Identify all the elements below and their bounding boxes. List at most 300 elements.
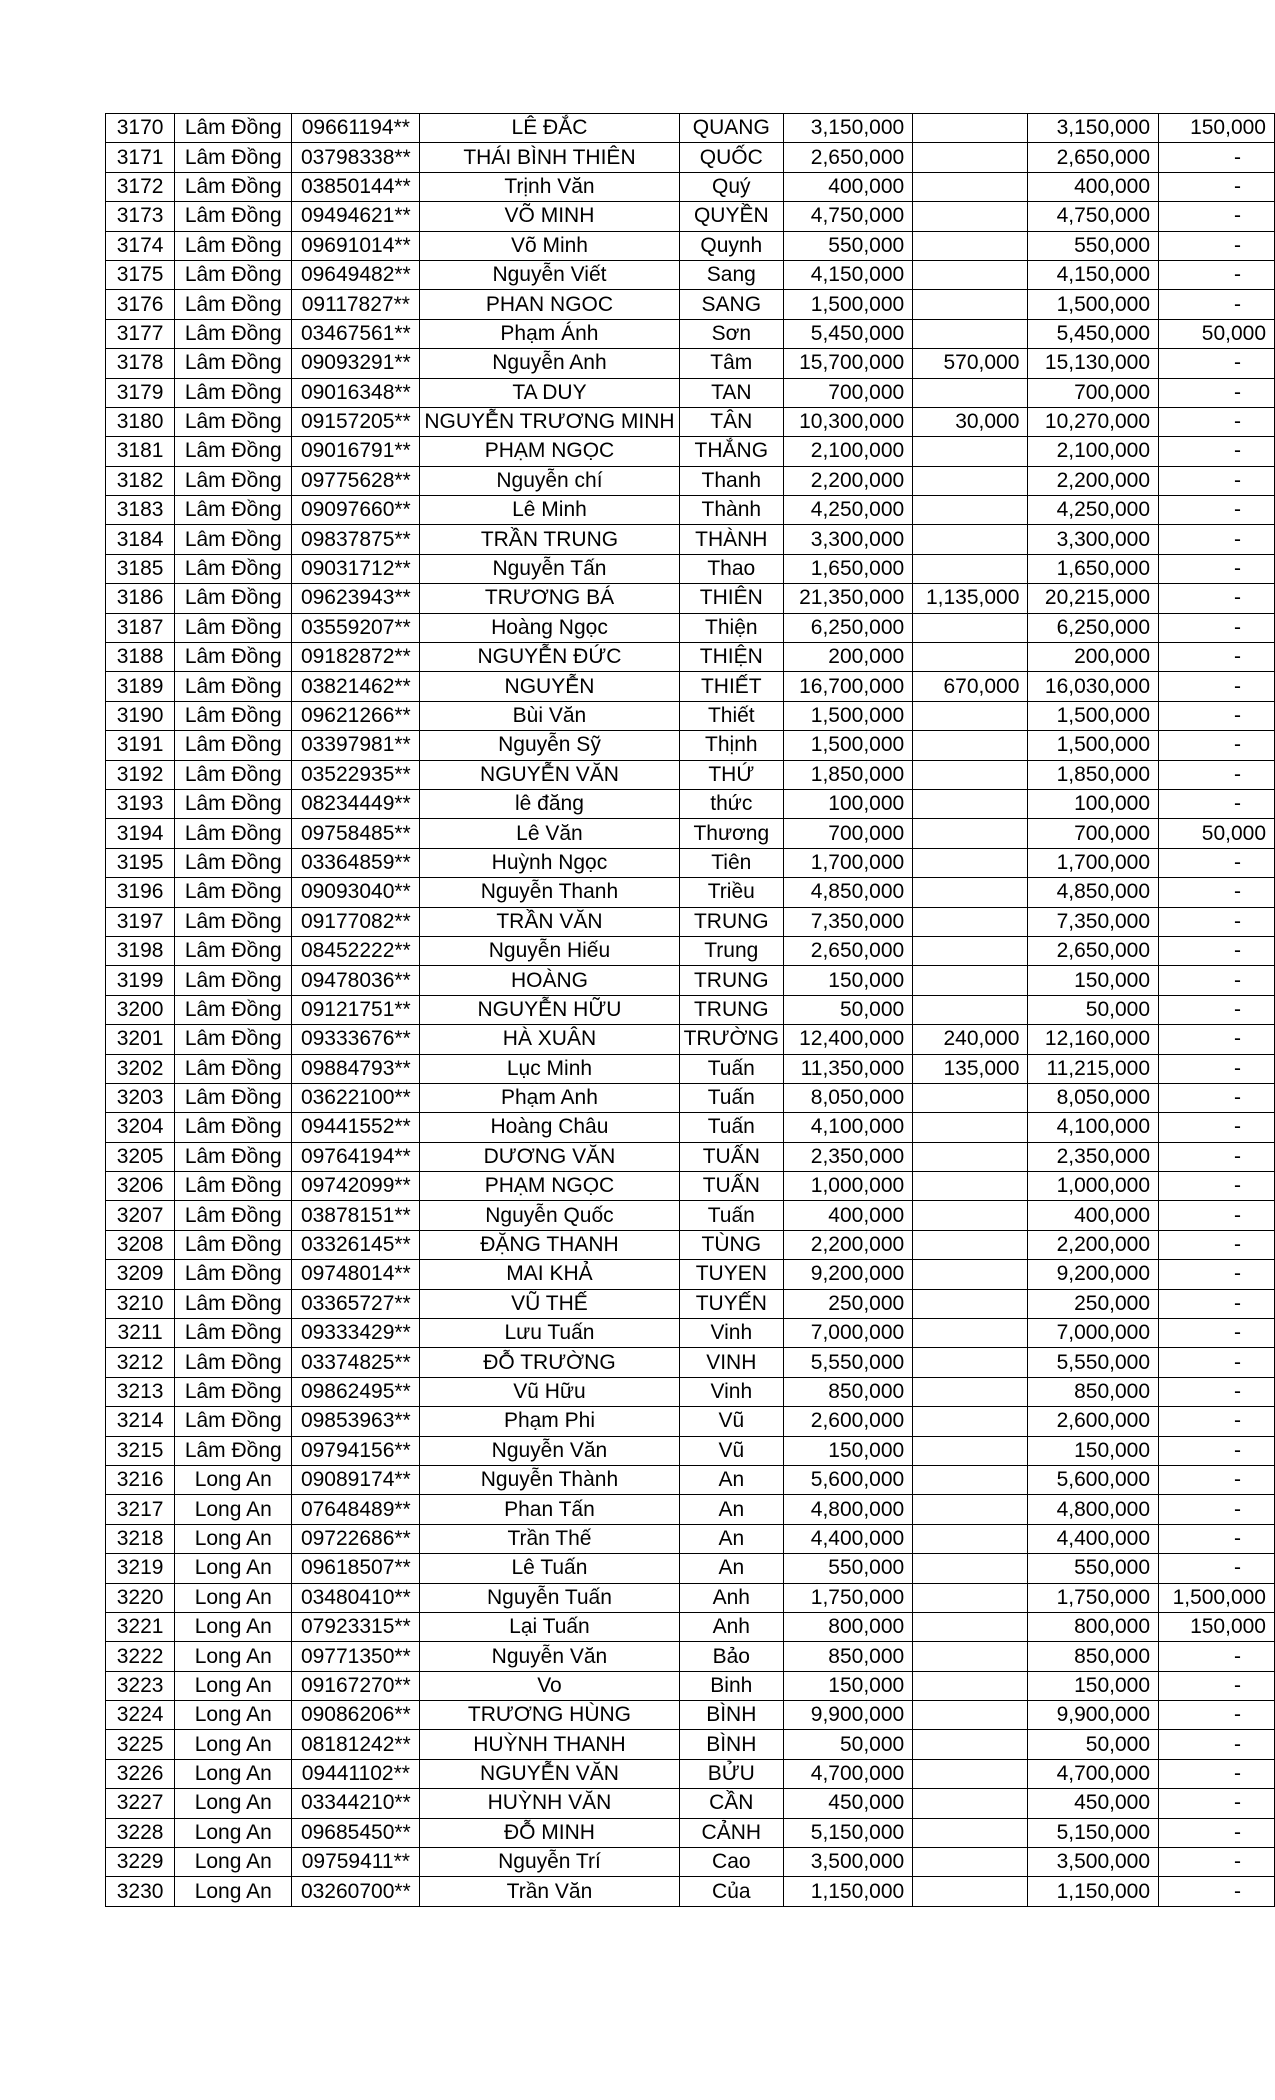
extra-cell: -: [1159, 1113, 1275, 1142]
province-cell: Lâm Đồng: [175, 966, 292, 995]
extra-cell: -: [1159, 202, 1275, 231]
province-cell: Lâm Đồng: [175, 1377, 292, 1406]
surname-cell: VÕ MINH: [420, 202, 679, 231]
net-amount-cell: 50,000: [1028, 995, 1159, 1024]
table-row: [106, 1260, 1275, 1289]
province-cell: Long An: [175, 1818, 292, 1847]
amount-cell: 450,000: [784, 1789, 913, 1818]
province-cell: Long An: [175, 1642, 292, 1671]
extra-cell: -: [1159, 1142, 1275, 1171]
amount-cell: 3,300,000: [784, 525, 913, 554]
extra-cell: -: [1159, 701, 1275, 730]
table-row: [106, 995, 1275, 1024]
table-row: [106, 1818, 1275, 1847]
phone-cell: 09333429**: [292, 1319, 420, 1348]
surname-cell: TRƯƠNG BÁ: [420, 584, 679, 613]
given-name-cell: CẦN: [679, 1789, 783, 1818]
extra-cell: -: [1159, 878, 1275, 907]
row-number-cell: 3208: [106, 1230, 175, 1259]
given-name-cell: Triều: [679, 878, 783, 907]
deduction-cell: [913, 1524, 1028, 1553]
net-amount-cell: 11,215,000: [1028, 1054, 1159, 1083]
row-number-cell: 3221: [106, 1612, 175, 1641]
province-cell: Long An: [175, 1701, 292, 1730]
given-name-cell: Thương: [679, 819, 783, 848]
net-amount-cell: 9,900,000: [1028, 1701, 1159, 1730]
deduction-cell: [913, 1436, 1028, 1465]
table-row: [106, 1348, 1275, 1377]
net-amount-cell: 1,750,000: [1028, 1583, 1159, 1612]
net-amount-cell: 2,650,000: [1028, 936, 1159, 965]
surname-cell: Huỳnh Ngọc: [420, 848, 679, 877]
net-amount-cell: 5,550,000: [1028, 1348, 1159, 1377]
net-amount-cell: 2,600,000: [1028, 1407, 1159, 1436]
phone-cell: 03821462**: [292, 672, 420, 701]
surname-cell: NGUYỄN: [420, 672, 679, 701]
extra-cell: -: [1159, 1407, 1275, 1436]
given-name-cell: Anh: [679, 1583, 783, 1612]
extra-cell: -: [1159, 1025, 1275, 1054]
row-number-cell: 3206: [106, 1172, 175, 1201]
given-name-cell: An: [679, 1554, 783, 1583]
phone-cell: 03374825**: [292, 1348, 420, 1377]
surname-cell: lê đăng: [420, 789, 679, 818]
phone-cell: 03480410**: [292, 1583, 420, 1612]
province-cell: Lâm Đồng: [175, 701, 292, 730]
deduction-cell: [913, 202, 1028, 231]
amount-cell: 1,150,000: [784, 1877, 913, 1906]
surname-cell: TRƯƠNG HÙNG: [420, 1701, 679, 1730]
net-amount-cell: 850,000: [1028, 1377, 1159, 1406]
amount-cell: 800,000: [784, 1612, 913, 1641]
table-row: [106, 1054, 1275, 1083]
given-name-cell: THẮNG: [679, 437, 783, 466]
phone-cell: 03622100**: [292, 1083, 420, 1112]
deduction-cell: [913, 172, 1028, 201]
given-name-cell: Tâm: [679, 349, 783, 378]
surname-cell: Võ Minh: [420, 231, 679, 260]
surname-cell: Phạm Phi: [420, 1407, 679, 1436]
net-amount-cell: 4,700,000: [1028, 1759, 1159, 1788]
deduction-cell: [913, 114, 1028, 143]
phone-cell: 09494621**: [292, 202, 420, 231]
province-cell: Long An: [175, 1583, 292, 1612]
given-name-cell: Tuấn: [679, 1113, 783, 1142]
deduction-cell: [913, 760, 1028, 789]
table-row: [106, 848, 1275, 877]
row-number-cell: 3225: [106, 1730, 175, 1759]
table-row: [106, 1524, 1275, 1553]
amount-cell: 3,150,000: [784, 114, 913, 143]
surname-cell: Vo: [420, 1671, 679, 1700]
province-cell: Long An: [175, 1524, 292, 1553]
table-row: [106, 613, 1275, 642]
row-number-cell: 3196: [106, 878, 175, 907]
surname-cell: PHAN NGOC: [420, 290, 679, 319]
extra-cell: -: [1159, 554, 1275, 583]
net-amount-cell: 150,000: [1028, 1436, 1159, 1465]
row-number-cell: 3218: [106, 1524, 175, 1553]
province-cell: Long An: [175, 1848, 292, 1877]
phone-cell: 09621266**: [292, 701, 420, 730]
province-cell: Lâm Đồng: [175, 290, 292, 319]
net-amount-cell: 4,250,000: [1028, 496, 1159, 525]
table-row: [106, 143, 1275, 172]
extra-cell: -: [1159, 966, 1275, 995]
table-row: [106, 1113, 1275, 1142]
net-amount-cell: 1,500,000: [1028, 701, 1159, 730]
province-cell: Lâm Đồng: [175, 496, 292, 525]
extra-cell: 150,000: [1159, 114, 1275, 143]
deduction-cell: [913, 1201, 1028, 1230]
row-number-cell: 3192: [106, 760, 175, 789]
phone-cell: 03326145**: [292, 1230, 420, 1259]
net-amount-cell: 800,000: [1028, 1612, 1159, 1641]
row-number-cell: 3228: [106, 1818, 175, 1847]
province-cell: Lâm Đồng: [175, 878, 292, 907]
net-amount-cell: 20,215,000: [1028, 584, 1159, 613]
surname-cell: HUỲNH THANH: [420, 1730, 679, 1759]
deduction-cell: [913, 789, 1028, 818]
table-row: [106, 1407, 1275, 1436]
net-amount-cell: 1,150,000: [1028, 1877, 1159, 1906]
phone-cell: 09748014**: [292, 1260, 420, 1289]
phone-cell: 09758485**: [292, 819, 420, 848]
surname-cell: NGUYỄN HỮU: [420, 995, 679, 1024]
province-cell: Lâm Đồng: [175, 525, 292, 554]
table-row: [106, 1230, 1275, 1259]
row-number-cell: 3227: [106, 1789, 175, 1818]
surname-cell: Nguyễn Trí: [420, 1848, 679, 1877]
net-amount-cell: 250,000: [1028, 1289, 1159, 1318]
deduction-cell: 30,000: [913, 407, 1028, 436]
phone-cell: 03798338**: [292, 143, 420, 172]
amount-cell: 850,000: [784, 1377, 913, 1406]
amount-cell: 1,850,000: [784, 760, 913, 789]
row-number-cell: 3183: [106, 496, 175, 525]
row-number-cell: 3195: [106, 848, 175, 877]
amount-cell: 50,000: [784, 995, 913, 1024]
phone-cell: 09441552**: [292, 1113, 420, 1142]
table-row: [106, 1495, 1275, 1524]
extra-cell: 150,000: [1159, 1612, 1275, 1641]
deduction-cell: [913, 1377, 1028, 1406]
table-row: [106, 789, 1275, 818]
given-name-cell: TUẤN: [679, 1172, 783, 1201]
surname-cell: Lê Minh: [420, 496, 679, 525]
deduction-cell: [913, 319, 1028, 348]
row-number-cell: 3191: [106, 731, 175, 760]
given-name-cell: TRUNG: [679, 966, 783, 995]
surname-cell: Lục Minh: [420, 1054, 679, 1083]
net-amount-cell: 50,000: [1028, 1730, 1159, 1759]
amount-cell: 150,000: [784, 1436, 913, 1465]
row-number-cell: 3220: [106, 1583, 175, 1612]
table-row: [106, 319, 1275, 348]
phone-cell: 09775628**: [292, 466, 420, 495]
phone-cell: 03850144**: [292, 172, 420, 201]
extra-cell: -: [1159, 525, 1275, 554]
phone-cell: 09884793**: [292, 1054, 420, 1083]
amount-cell: 5,550,000: [784, 1348, 913, 1377]
extra-cell: -: [1159, 1260, 1275, 1289]
extra-cell: -: [1159, 760, 1275, 789]
deduction-cell: [913, 525, 1028, 554]
row-number-cell: 3213: [106, 1377, 175, 1406]
province-cell: Lâm Đồng: [175, 760, 292, 789]
net-amount-cell: 6,250,000: [1028, 613, 1159, 642]
deduction-cell: [913, 936, 1028, 965]
given-name-cell: An: [679, 1524, 783, 1553]
row-number-cell: 3181: [106, 437, 175, 466]
given-name-cell: TUYEN: [679, 1260, 783, 1289]
table-row: [106, 1583, 1275, 1612]
amount-cell: 150,000: [784, 966, 913, 995]
amount-cell: 4,400,000: [784, 1524, 913, 1553]
amount-cell: 1,500,000: [784, 731, 913, 760]
phone-cell: 09478036**: [292, 966, 420, 995]
phone-cell: 03522935**: [292, 760, 420, 789]
deduction-cell: 670,000: [913, 672, 1028, 701]
deduction-cell: [913, 437, 1028, 466]
row-number-cell: 3170: [106, 114, 175, 143]
phone-cell: 07923315**: [292, 1612, 420, 1641]
deduction-cell: [913, 1113, 1028, 1142]
row-number-cell: 3180: [106, 407, 175, 436]
row-number-cell: 3171: [106, 143, 175, 172]
surname-cell: Lê Văn: [420, 819, 679, 848]
deduction-cell: [913, 1260, 1028, 1289]
row-number-cell: 3222: [106, 1642, 175, 1671]
amount-cell: 5,600,000: [784, 1465, 913, 1494]
extra-cell: -: [1159, 1319, 1275, 1348]
amount-cell: 21,350,000: [784, 584, 913, 613]
surname-cell: ĐỖ TRƯỜNG: [420, 1348, 679, 1377]
row-number-cell: 3201: [106, 1025, 175, 1054]
deduction-cell: [913, 1877, 1028, 1906]
net-amount-cell: 400,000: [1028, 172, 1159, 201]
extra-cell: -: [1159, 1642, 1275, 1671]
extra-cell: -: [1159, 1818, 1275, 1847]
deduction-cell: 240,000: [913, 1025, 1028, 1054]
phone-cell: 09167270**: [292, 1671, 420, 1700]
amount-cell: 2,350,000: [784, 1142, 913, 1171]
surname-cell: Nguyễn Tấn: [420, 554, 679, 583]
net-amount-cell: 2,650,000: [1028, 143, 1159, 172]
given-name-cell: TRUNG: [679, 907, 783, 936]
province-cell: Lâm Đồng: [175, 172, 292, 201]
province-cell: Lâm Đồng: [175, 260, 292, 289]
phone-cell: 03260700**: [292, 1877, 420, 1906]
table-row: [106, 1701, 1275, 1730]
province-cell: Lâm Đồng: [175, 1319, 292, 1348]
phone-cell: 03365727**: [292, 1289, 420, 1318]
net-amount-cell: 4,800,000: [1028, 1495, 1159, 1524]
amount-cell: 2,100,000: [784, 437, 913, 466]
net-amount-cell: 8,050,000: [1028, 1083, 1159, 1112]
given-name-cell: Thiện: [679, 613, 783, 642]
net-amount-cell: 4,850,000: [1028, 878, 1159, 907]
surname-cell: TRẦN TRUNG: [420, 525, 679, 554]
surname-cell: Nguyễn Tuấn: [420, 1583, 679, 1612]
net-amount-cell: 400,000: [1028, 1201, 1159, 1230]
amount-cell: 200,000: [784, 643, 913, 672]
table-row: [106, 907, 1275, 936]
province-cell: Lâm Đồng: [175, 554, 292, 583]
given-name-cell: Thanh: [679, 466, 783, 495]
extra-cell: -: [1159, 1289, 1275, 1318]
phone-cell: 07648489**: [292, 1495, 420, 1524]
amount-cell: 4,150,000: [784, 260, 913, 289]
surname-cell: Lại Tuấn: [420, 1612, 679, 1641]
net-amount-cell: 700,000: [1028, 819, 1159, 848]
table-row: [106, 701, 1275, 730]
surname-cell: Phạm Ánh: [420, 319, 679, 348]
table-row: [106, 936, 1275, 965]
province-cell: Lâm Đồng: [175, 1260, 292, 1289]
table-row: [106, 1671, 1275, 1700]
deduction-cell: [913, 1612, 1028, 1641]
given-name-cell: Quynh: [679, 231, 783, 260]
net-amount-cell: 4,100,000: [1028, 1113, 1159, 1142]
deduction-cell: [913, 1172, 1028, 1201]
extra-cell: -: [1159, 613, 1275, 642]
surname-cell: Phan Tấn: [420, 1495, 679, 1524]
amount-cell: 2,650,000: [784, 143, 913, 172]
surname-cell: Phạm Anh: [420, 1083, 679, 1112]
extra-cell: -: [1159, 143, 1275, 172]
amount-cell: 8,050,000: [784, 1083, 913, 1112]
phone-cell: 09093291**: [292, 349, 420, 378]
phone-cell: 09157205**: [292, 407, 420, 436]
table-row: [106, 260, 1275, 289]
extra-cell: -: [1159, 731, 1275, 760]
net-amount-cell: 7,000,000: [1028, 1319, 1159, 1348]
amount-cell: 9,900,000: [784, 1701, 913, 1730]
phone-cell: 09093040**: [292, 878, 420, 907]
phone-cell: 08181242**: [292, 1730, 420, 1759]
given-name-cell: Tuấn: [679, 1201, 783, 1230]
table-row: [106, 378, 1275, 407]
row-number-cell: 3189: [106, 672, 175, 701]
deduction-cell: [913, 1848, 1028, 1877]
net-amount-cell: 16,030,000: [1028, 672, 1159, 701]
row-number-cell: 3193: [106, 789, 175, 818]
row-number-cell: 3188: [106, 643, 175, 672]
deduction-cell: [913, 466, 1028, 495]
surname-cell: Trần Văn: [420, 1877, 679, 1906]
province-cell: Long An: [175, 1730, 292, 1759]
row-number-cell: 3229: [106, 1848, 175, 1877]
province-cell: Long An: [175, 1789, 292, 1818]
extra-cell: -: [1159, 1172, 1275, 1201]
deduction-cell: [913, 1701, 1028, 1730]
deduction-cell: [913, 260, 1028, 289]
deduction-cell: [913, 1083, 1028, 1112]
amount-cell: 700,000: [784, 378, 913, 407]
phone-cell: 08452222**: [292, 936, 420, 965]
deduction-cell: [913, 231, 1028, 260]
phone-cell: 03344210**: [292, 1789, 420, 1818]
deduction-cell: [913, 1730, 1028, 1759]
extra-cell: -: [1159, 437, 1275, 466]
net-amount-cell: 3,500,000: [1028, 1848, 1159, 1877]
phone-cell: 09031712**: [292, 554, 420, 583]
given-name-cell: TUẤN: [679, 1142, 783, 1171]
net-amount-cell: 5,150,000: [1028, 1818, 1159, 1847]
table-row: [106, 349, 1275, 378]
phone-cell: 09837875**: [292, 525, 420, 554]
table-body: [106, 114, 1275, 1907]
table-row: [106, 202, 1275, 231]
extra-cell: -: [1159, 1348, 1275, 1377]
surname-cell: PHẠM NGỌC: [420, 1172, 679, 1201]
extra-cell: -: [1159, 1671, 1275, 1700]
table-row: [106, 819, 1275, 848]
amount-cell: 2,200,000: [784, 466, 913, 495]
amount-cell: 4,100,000: [784, 1113, 913, 1142]
extra-cell: -: [1159, 349, 1275, 378]
given-name-cell: Thao: [679, 554, 783, 583]
amount-cell: 4,800,000: [784, 1495, 913, 1524]
given-name-cell: Bảo: [679, 1642, 783, 1671]
phone-cell: 09121751**: [292, 995, 420, 1024]
extra-cell: -: [1159, 378, 1275, 407]
net-amount-cell: 550,000: [1028, 1554, 1159, 1583]
province-cell: Lâm Đồng: [175, 466, 292, 495]
net-amount-cell: 2,100,000: [1028, 437, 1159, 466]
net-amount-cell: 700,000: [1028, 378, 1159, 407]
surname-cell: Lưu Tuấn: [420, 1319, 679, 1348]
table-row: [106, 1436, 1275, 1465]
amount-cell: 7,350,000: [784, 907, 913, 936]
extra-cell: -: [1159, 1789, 1275, 1818]
deduction-cell: 135,000: [913, 1054, 1028, 1083]
amount-cell: 4,700,000: [784, 1759, 913, 1788]
net-amount-cell: 12,160,000: [1028, 1025, 1159, 1054]
row-number-cell: 3224: [106, 1701, 175, 1730]
province-cell: Lâm Đồng: [175, 1289, 292, 1318]
table-row: [106, 466, 1275, 495]
net-amount-cell: 2,200,000: [1028, 1230, 1159, 1259]
phone-cell: 03467561**: [292, 319, 420, 348]
extra-cell: -: [1159, 407, 1275, 436]
province-cell: Lâm Đồng: [175, 643, 292, 672]
table-row: [106, 672, 1275, 701]
row-number-cell: 3219: [106, 1554, 175, 1583]
extra-cell: -: [1159, 1495, 1275, 1524]
table-row: [106, 1789, 1275, 1818]
row-number-cell: 3211: [106, 1319, 175, 1348]
surname-cell: ĐỖ MINH: [420, 1818, 679, 1847]
row-number-cell: 3215: [106, 1436, 175, 1465]
surname-cell: Nguyễn Anh: [420, 349, 679, 378]
province-cell: Lâm Đồng: [175, 789, 292, 818]
province-cell: Lâm Đồng: [175, 936, 292, 965]
table-row: [106, 1289, 1275, 1318]
phone-cell: 09117827**: [292, 290, 420, 319]
row-number-cell: 3226: [106, 1759, 175, 1788]
table-row: [106, 231, 1275, 260]
given-name-cell: BÌNH: [679, 1701, 783, 1730]
given-name-cell: Tuấn: [679, 1083, 783, 1112]
surname-cell: Hoàng Ngọc: [420, 613, 679, 642]
deduction-cell: [913, 701, 1028, 730]
row-number-cell: 3178: [106, 349, 175, 378]
row-number-cell: 3175: [106, 260, 175, 289]
amount-cell: 2,650,000: [784, 936, 913, 965]
deduction-cell: [913, 1671, 1028, 1700]
